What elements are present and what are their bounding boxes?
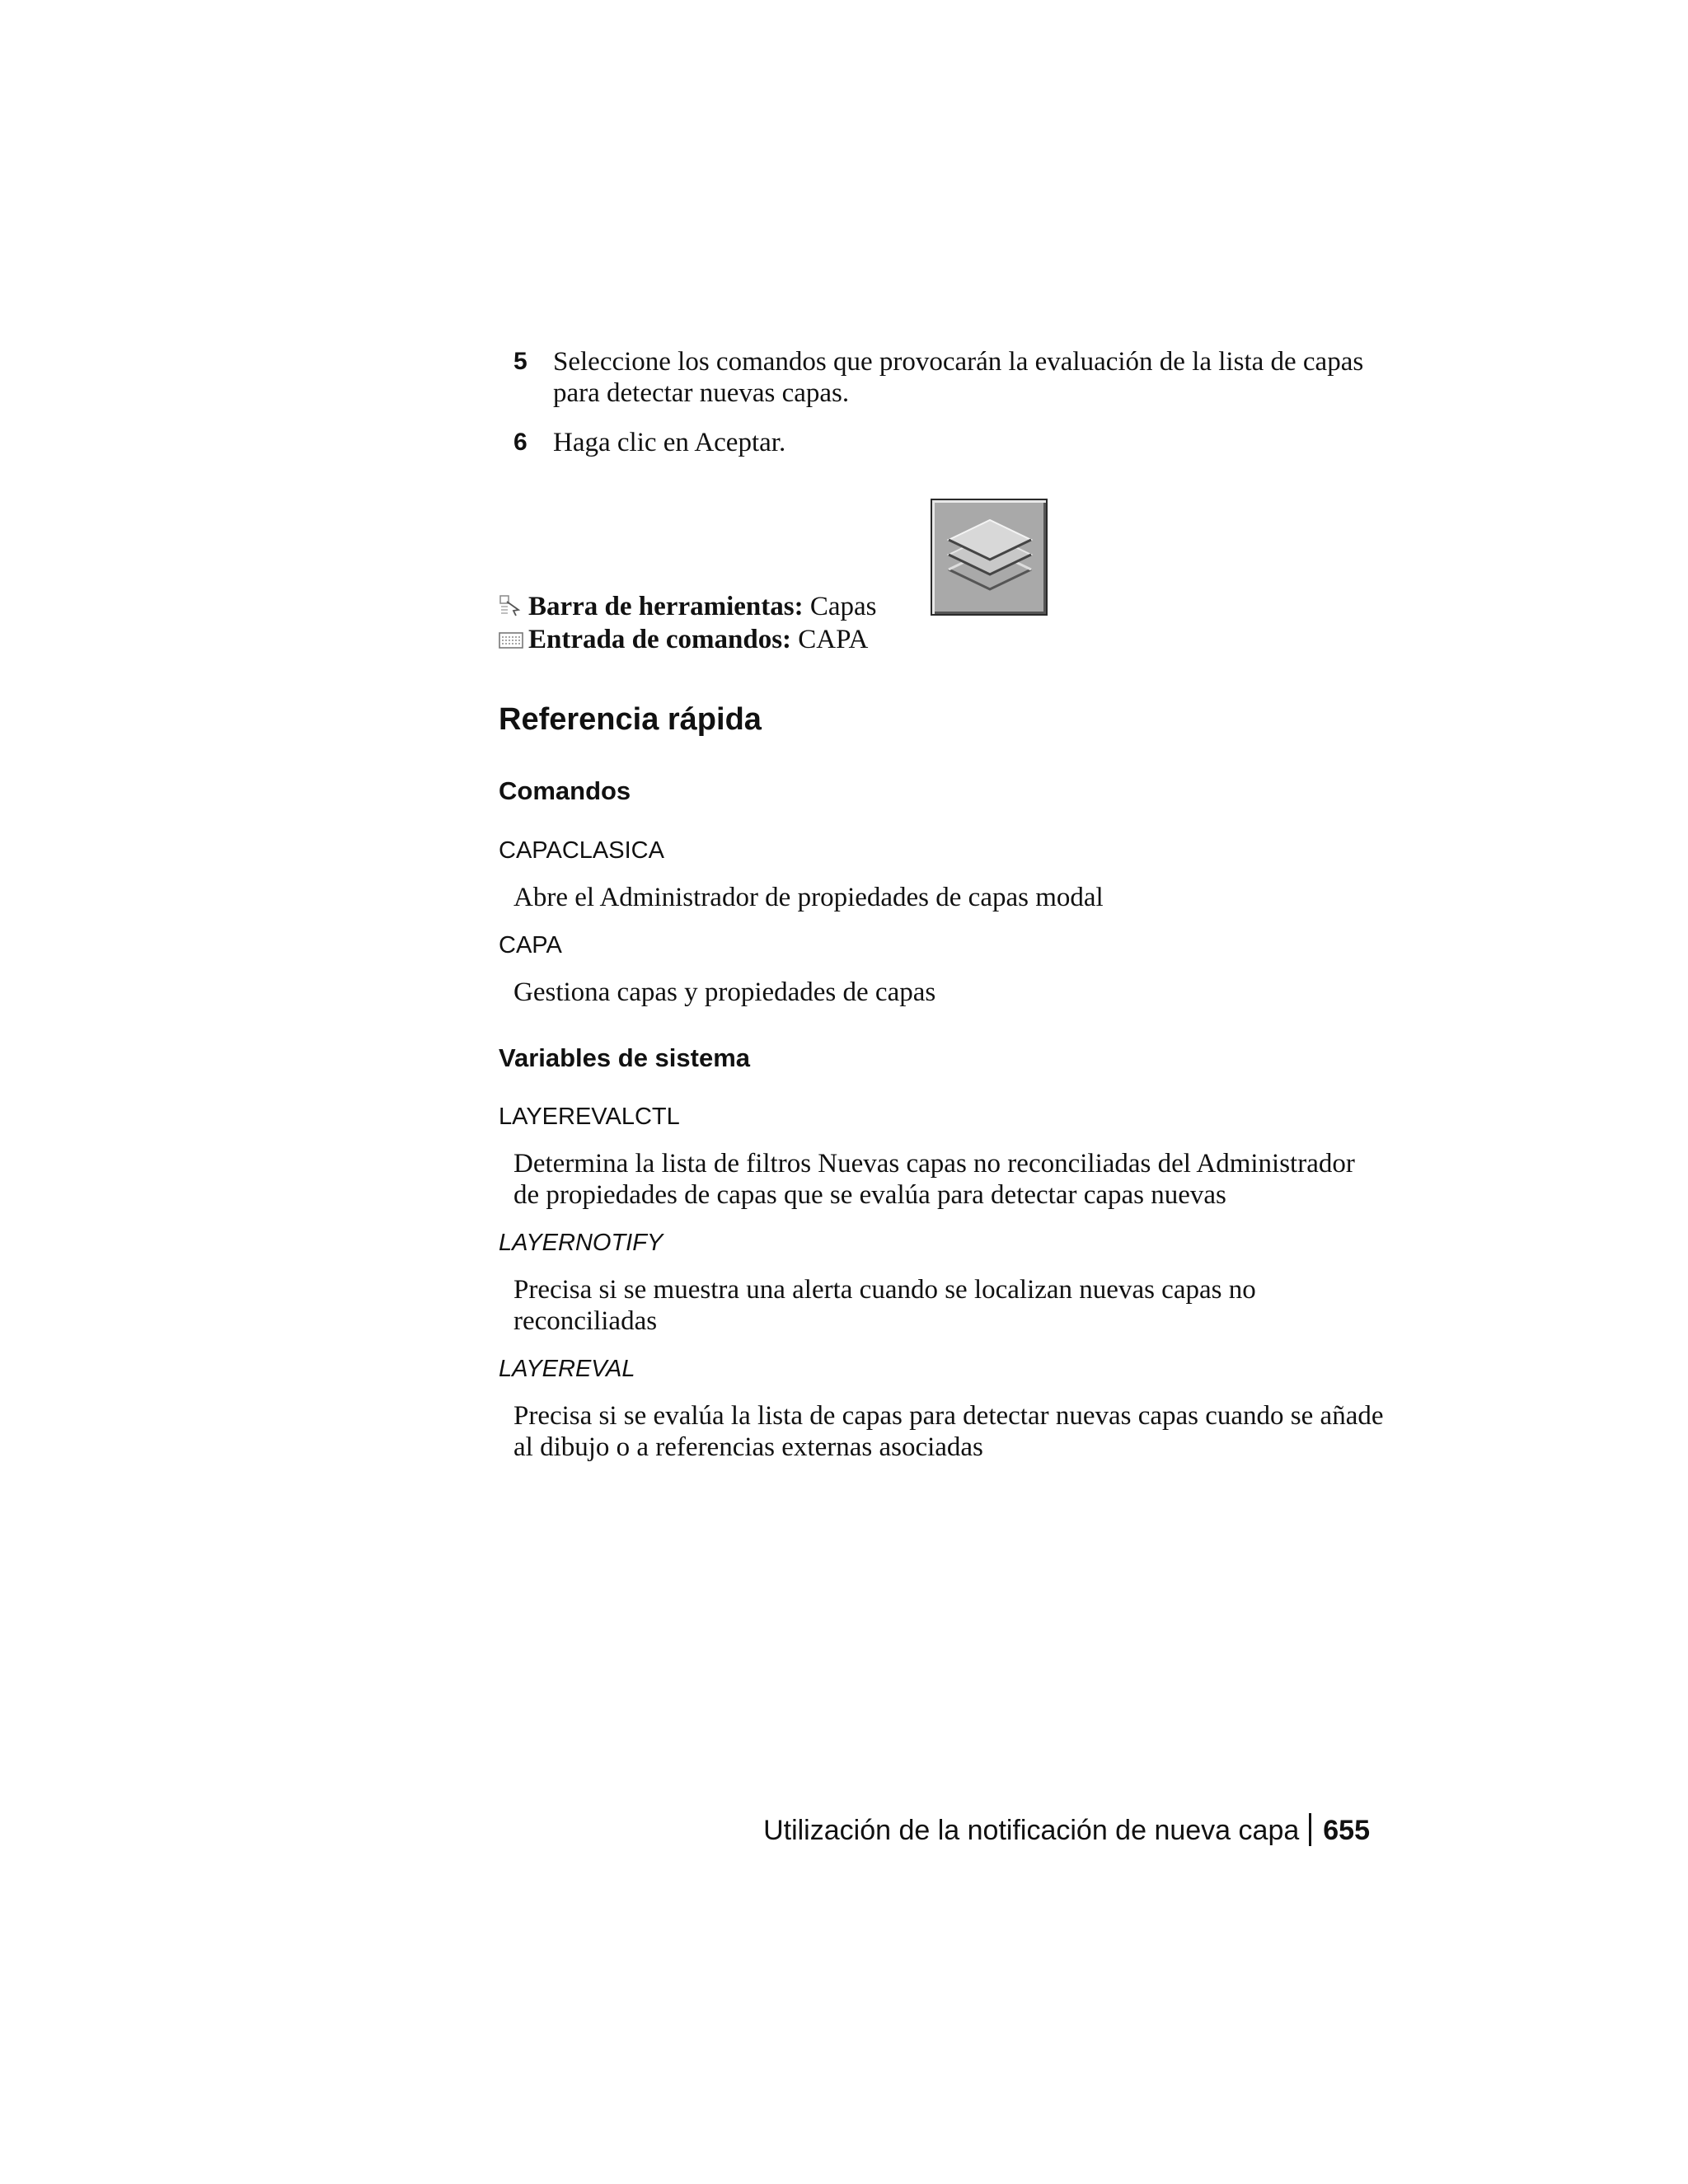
sysvars-heading: Variables de sistema — [499, 1043, 751, 1072]
toolbar-access — [499, 590, 876, 623]
section-title: Utilización de la notificación de nueva capa — [763, 1815, 1300, 1846]
command-value: CAPA — [798, 625, 869, 654]
quick-reference-title: Referencia rápida — [499, 702, 762, 737]
command-name: CAPACLASICA — [499, 837, 664, 864]
toolbar-icon — [499, 593, 523, 616]
step-number: 6 — [513, 429, 528, 456]
command-access — [499, 623, 868, 656]
sysvar-description: Precisa si se muestra una alerta cuando se localizan nuevas capas no reconciliadas — [513, 1275, 1256, 1336]
toolbar-label: Barra de herramientas: — [528, 592, 804, 621]
footer-divider — [1309, 1813, 1311, 1846]
toolbar-value: Capas — [809, 592, 877, 621]
layers-icon — [942, 510, 1038, 606]
sysvar-name: LAYEREVALCTL — [499, 1104, 680, 1130]
page-number: 655 — [1323, 1815, 1370, 1846]
command-name: CAPA — [499, 932, 562, 958]
page-footer — [763, 1813, 1370, 1847]
command-description: Abre el Administrador de propiedades de capas modal — [513, 883, 1104, 912]
layers-toolbar-button — [931, 499, 1048, 616]
sysvar-name: LAYEREVAL — [499, 1356, 635, 1382]
command-label: Entrada de comandos: — [528, 625, 792, 654]
sysvar-name: LAYERNOTIFY — [499, 1230, 663, 1256]
keyboard-icon — [499, 631, 523, 649]
sysvar-description: Precisa si se evalúa la lista de capas para detectar nuevas capas cuando se añade al dibujo o a referencias externas asociadas — [513, 1401, 1384, 1462]
commands-heading: Comandos — [499, 776, 631, 805]
step-text: Haga clic en Aceptar. — [553, 428, 786, 457]
step-text: Seleccione los comandos que provocarán la evaluación de la lista de capas para detectar nuevas capas. — [553, 347, 1364, 408]
command-description: Gestiona capas y propiedades de capas — [513, 977, 936, 1007]
step-number: 5 — [513, 348, 528, 375]
sysvar-description: Determina la lista de filtros Nuevas capas no reconciliadas del Administrador de propiedades de capas que se evalúa para detectar capas nuevas — [513, 1149, 1355, 1210]
